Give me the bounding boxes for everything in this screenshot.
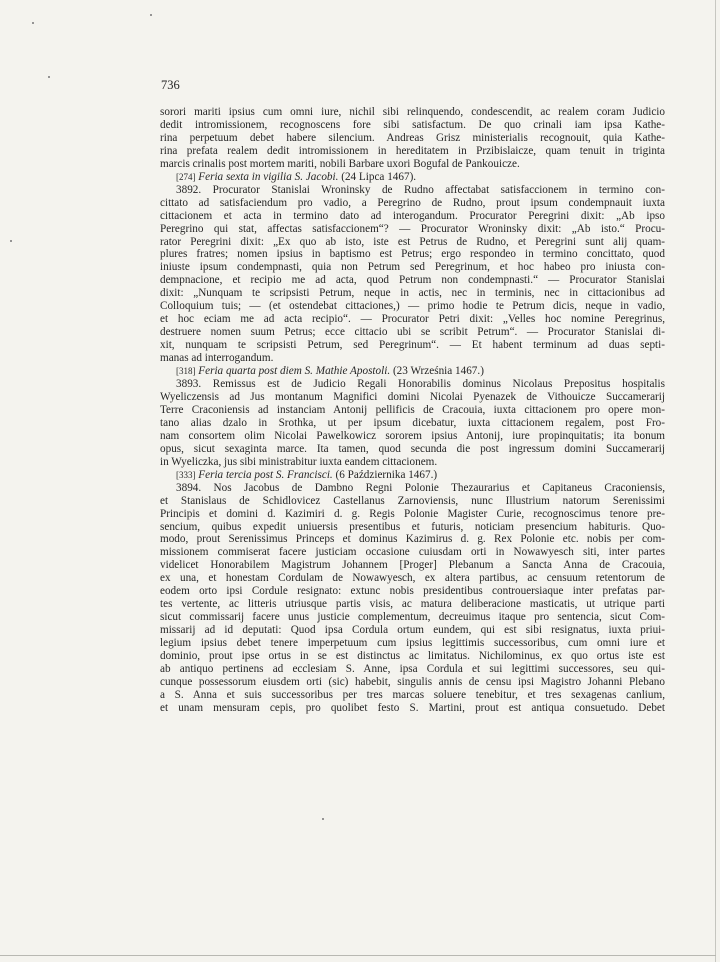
text-line: Colloquium tuis; — (et ostendebat cittaciones,) — primo hodie te Petrum dicis, neque in vadio, xyxy=(160,300,665,313)
text-line: cittato ad satisfaciendum pro vadio, a Peregrino de Rudno, prout ipsum condempnauit iuxta xyxy=(160,196,665,209)
text-line: sencium, quibus expedit uniuersis presentibus et futuris, noticiam presencium habituris. Quo- xyxy=(160,520,665,533)
text-line: rina perpetuum debet habere silencium. Andreas Grisz ministerialis recognouit, quia Kathe- xyxy=(160,131,665,144)
text-line: xit, nunquam te scripsisti Petrum, sed Peregrinum“. — Et habent terminum ad duas septi- xyxy=(160,339,665,352)
entry-heading-274 xyxy=(160,171,665,184)
text-line: ab antiquo pertinens ad ecclesiam S. Anne, ipsa Cordula et sui legittimi successores, seu qui- xyxy=(160,662,665,675)
entry-ref: [318] xyxy=(176,366,196,377)
entry-heading-333 xyxy=(160,469,665,482)
text-line: a S. Anna et suis successoribus per tres marcas soluere tenebitur, et tres sexagenas canlium, xyxy=(160,688,665,701)
text-line: destruere nomen suum Petrus; ecce cittacio ubi se scribit Petrum“. — Procurator Stanislai di- xyxy=(160,326,665,339)
text-line: eodem orto ipsi Cordule resignato: extunc nobis presidentibus controuersiaque inter prefatas par- xyxy=(160,585,665,598)
text-line: opus, sicut sexaginta marce. Ita tamen, quod secunda die post ingressum domini Succamerarij xyxy=(160,442,665,455)
speck xyxy=(32,22,34,24)
speck xyxy=(48,76,50,78)
text-line: ex una, et honestam Cordulam de Nowawyesch, ex altera partibus, ac censuum retentorum de xyxy=(160,572,665,585)
text-line: Principis et domini d. Kazimiri d. g. Regis Polonie Magister Curie, recognoscimus tenore pre- xyxy=(160,507,665,520)
text-line: in Wyeliczka, jus sibi ministrabitur iuxta eandem cittacionem. xyxy=(160,455,438,468)
page-number: 736 xyxy=(161,78,180,92)
text-line: manas ad interrogandum. xyxy=(160,352,274,365)
document-body xyxy=(160,106,665,715)
text-line: et Stanislaus de Schidlovicez Castellanus Zarnoviensis, nunc Illustrium natorum Serenissimi xyxy=(160,494,665,507)
text-line: sicut commissarij facere unus justicie complementum, decreuimus itaque pro sentencia, sicut Com- xyxy=(160,611,665,624)
text-line: sorori mariti ipsius cum omni iure, nichil sibi relinquendo, condescendit, ac realem coram Judicio xyxy=(160,106,665,118)
paragraph-continuation xyxy=(160,106,665,171)
text-line: cunque possessorum eiusdem orti (sic) habebit, singulis annis de censu ipsi Magistro Johanni Plebano xyxy=(160,675,665,688)
text-line: dedit intromissionem, recognoscens fore sibi satisfactum. De quo crinali iam ipsa Kathe- xyxy=(160,118,665,131)
text-line: tano alias dzalo in Srothka, ut per ipsum dicebatur, iuxta cittacionem regalem, post Fro- xyxy=(160,416,665,429)
speck xyxy=(10,240,12,242)
paragraph-3892 xyxy=(160,184,665,365)
entry-date: (23 Września 1467.) xyxy=(392,365,484,378)
text-line: nam consortem olim Nicolai Pawelkowicz sororem ipsius Antonij, iure propinquitatis; ita bonum xyxy=(160,429,665,442)
feast-day: Feria sexta in vigilia S. Jacobi. xyxy=(198,170,339,183)
text-line: tes vertente, ac litteris utriusque partis visis, ac matura deliberacione masticatis, ut utrique parti xyxy=(160,598,665,611)
text-line: legium ipsius debet tenere imperpetuum cum ipsius legittimis successoribus, cum omni iure et xyxy=(160,637,665,650)
text-line: 3894. Nos Jacobus de Dambno Regni Polonie Thezaurarius et Capitaneus Craconiensis, xyxy=(176,481,665,494)
text-line: Terre Craconiensis ad instanciam Antonij pellificis de Cracouia, iuxta cittacionem pro opere mon- xyxy=(160,403,665,416)
text-line: modo, prout Serenissimus Princeps et dominus Kazimirus d. g. Rex Polonie etc. nobis per com- xyxy=(160,533,665,546)
text-line: Wyeliczensis ad Jus montanum Magnifici domini Nicolai Pyenazek de Vithouicze Succamerarij xyxy=(160,390,665,403)
text-line: 3893. Remissus est de Judicio Regali Honorabilis dominus Nicolaus Prepositus hospitalis xyxy=(176,378,665,391)
text-line: et unam mensuram cepis, pro quolibet festo S. Martini, prout est antiqua consuetudo. Debet xyxy=(160,701,665,714)
speck xyxy=(322,818,324,820)
feast-day: Feria tercia post S. Francisci. xyxy=(198,468,333,481)
text-line: rina prefata realem dedit intromissionem in hereditatem in Przibislaicze, quam tenuit in triginta xyxy=(160,144,665,157)
text-line: iniuste ipsum condempnasti, quia non Petrum sed Peregrinum, et hoc habeo pro iniusta con- xyxy=(160,261,665,274)
text-line: dempnacione, et recipio me ad acta, quod Petrum non condempnasti.“ — Procurator Stanislai xyxy=(160,274,665,287)
text-line: Peregrino qui stat, affectas satisfaccionem“? — Procurator Wroninsky dixit: „Ab isto.“ Procu- xyxy=(160,222,665,235)
speck xyxy=(150,14,152,16)
entry-date: (6 Października 1467.) xyxy=(335,468,438,481)
feast-day: Feria quarta post diem S. Mathie Apostoli. xyxy=(198,365,391,378)
paragraph-3893 xyxy=(160,378,665,469)
text-line: dominio, prout ipse ortus in se est distinctus ac limitatus. Nichilominus, ex quo ortus iste est xyxy=(160,650,665,663)
text-line: missionem commiserat facere justiciam occasione cuiusdam orti in Nowawyesch siti, inter partes xyxy=(160,546,665,559)
page-edge xyxy=(715,0,716,962)
entry-date: (24 Lipca 1467). xyxy=(341,170,417,183)
text-line: videlicet Honorabilem Magistrum Johannem [Proger] Plebanum a Sancta Anna de Cracouia, xyxy=(160,559,665,572)
text-line: missarij ad id deputati: Quod ipsa Cordula ortum eundem, qui est sibi resignatus, iuxta priui- xyxy=(160,624,665,637)
text-line: marcis crinalis post mortem mariti, nobili Barbare uxori Bogufal de Pankouicze. xyxy=(160,157,520,170)
entry-heading-318 xyxy=(160,365,665,378)
entry-ref: [274] xyxy=(176,171,196,182)
text-line: 3892. Procurator Stanislai Wroninsky de Rudno affectabat satisfaccionem in termino con- xyxy=(176,183,665,196)
text-line: rator Peregrini dixit: „Ex quo ab isto, iste est Petrus de Rudno, et Peregrini sunt alij quam- xyxy=(160,235,665,248)
entry-ref: [333] xyxy=(176,469,196,480)
paragraph-3894 xyxy=(160,482,665,715)
text-line: plures fratres; nomen ipsius in baptismo est Petrus; ergo respondeo in termino concittato, quod xyxy=(160,248,665,261)
text-line: cittacionem et acta in termino dato ad interogandum. Procurator Peregrini dixit: „Ab ipso xyxy=(160,209,665,222)
text-line: dixit: „Nunquam te scripsisti Petrum, neque in actis, nec in terminis, nec in cittacionibus ad xyxy=(160,287,665,300)
text-line: et hoc eciam me ad acta recipio“. — Procurator Petri dixit: „Velles hoc nomine Peregrinus, xyxy=(160,313,665,326)
page-edge-bottom xyxy=(0,955,716,956)
